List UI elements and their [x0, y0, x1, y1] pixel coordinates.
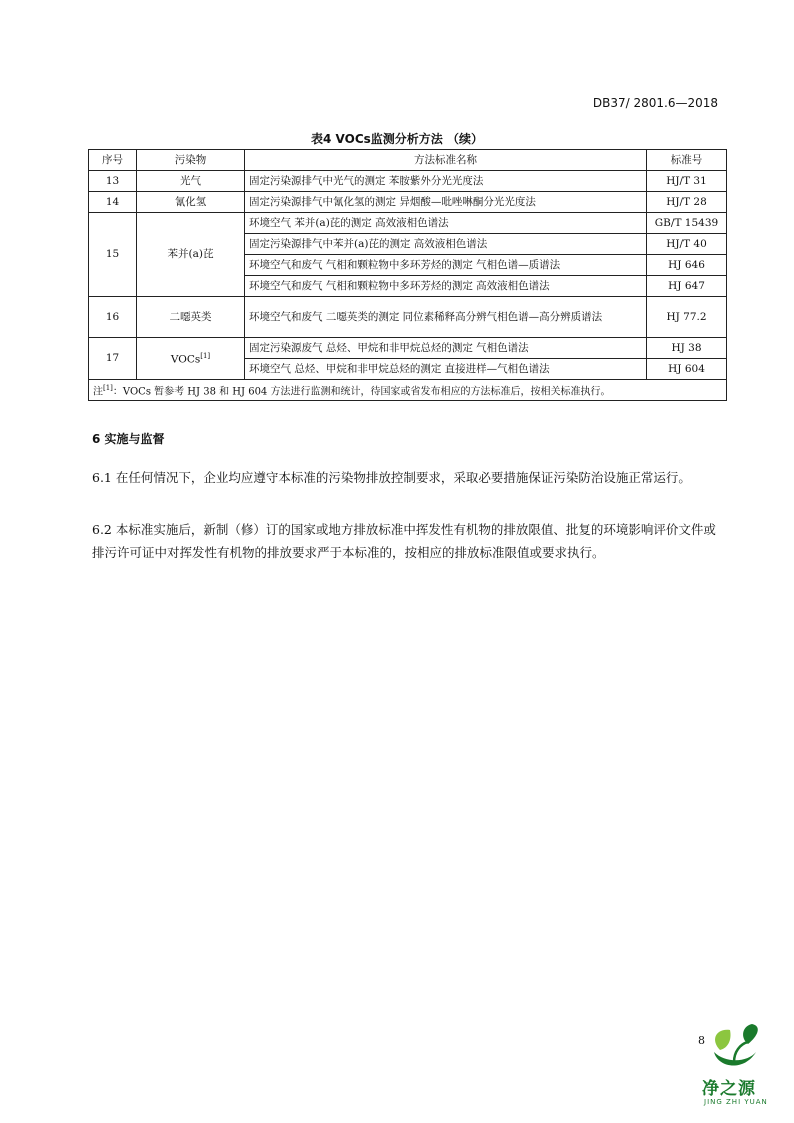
row-method: 环境空气和废气 气相和颗粒物中多环芳烃的测定 高效液相色谱法 [245, 276, 647, 297]
row-method: 固定污染源排气中氰化氢的测定 异烟酸—吡唑啉酮分光光度法 [245, 192, 647, 213]
watermark-logo [700, 1022, 770, 1114]
row-pollutant: 光气 [137, 171, 245, 192]
row-no: 13 [89, 171, 137, 192]
page-number: 8 [698, 1034, 705, 1047]
paragraph-6-2: 6.2 本标准实施后，新制（修）订的国家或地方排放标准中挥发性有机物的排放限值、批复的环境影响评价文件或排污许可证中对挥发性有机物的排放要求严于本标准的，按相应的排放标准限值或要求执行。 [92, 522, 716, 560]
row-pollutant: 二噁英类 [137, 297, 245, 338]
row-no: 16 [89, 297, 137, 338]
row-method: 固定污染源排气中苯并(a)芘的测定 高效液相色谱法 [245, 234, 647, 255]
row-method: 环境空气和废气 二噁英类的测定 同位素稀释高分辨气相色谱—高分辨质谱法 [245, 297, 647, 338]
table-row [89, 171, 727, 192]
row-method: 环境空气 总烃、甲烷和非甲烷总烃的测定 直接进样—气相色谱法 [245, 359, 647, 380]
row-method: 固定污染源废气 总烃、甲烷和非甲烷总烃的测定 气相色谱法 [245, 338, 647, 359]
row-method: 环境空气和废气 气相和颗粒物中多环芳烃的测定 气相色谱—质谱法 [245, 255, 647, 276]
paragraph-6-1: 6.1 在任何情况下，企业均应遵守本标准的污染物排放控制要求，采取必要措施保证污染防治设施正常运行。 [92, 470, 691, 485]
table-row [89, 297, 727, 338]
footnote-ref: [1] [200, 352, 211, 361]
row-code: HJ/T 31 [647, 171, 727, 192]
header-pollutant: 污染物 [137, 150, 245, 171]
row-pollutant: 苯并(a)芘 [137, 213, 245, 297]
header-code: 标准号 [647, 150, 727, 171]
table-note [89, 380, 727, 401]
row-pollutant: VOCs [170, 353, 201, 366]
standard-code: DB37/ 2801.6—2018 [592, 96, 718, 110]
row-code: HJ 646 [647, 255, 727, 276]
table-note-row [89, 380, 727, 401]
header-method: 方法标准名称 [245, 150, 647, 171]
note-sup: [1] [103, 383, 113, 392]
row-code: HJ 647 [647, 276, 727, 297]
row-pollutant-cell [137, 338, 245, 380]
row-code: HJ 604 [647, 359, 727, 380]
row-method: 固定污染源排气中光气的测定 苯胺紫外分光光度法 [245, 171, 647, 192]
sprout-icon [700, 1022, 770, 1074]
row-code: HJ/T 28 [647, 192, 727, 213]
row-code: HJ/T 40 [647, 234, 727, 255]
methods-table [88, 149, 727, 401]
table-row [89, 338, 727, 359]
row-code: HJ 77.2 [647, 297, 727, 338]
table-title: 表4 VOCs监测分析方法 （续） [311, 132, 483, 146]
table-row [89, 192, 727, 213]
note-prefix: 注 [93, 386, 103, 398]
table-row [89, 213, 727, 234]
header-no: 序号 [89, 150, 137, 171]
logo-subtext: JING ZHI YUAN [704, 1098, 768, 1106]
row-no: 14 [89, 192, 137, 213]
row-no: 15 [89, 213, 137, 297]
row-code: HJ 38 [647, 338, 727, 359]
row-code: GB/T 15439 [647, 213, 727, 234]
row-no: 17 [89, 338, 137, 380]
row-method: 环境空气 苯并(a)芘的测定 高效液相色谱法 [245, 213, 647, 234]
logo-text: 净之源 [702, 1079, 756, 1099]
section-title: 6 实施与监督 [92, 432, 165, 446]
table-header-row [89, 150, 727, 171]
row-pollutant: 氰化氢 [137, 192, 245, 213]
note-text: ：VOCs 暂参考 HJ 38 和 HJ 604 方法进行监测和统计，待国家或省发布相应的方法标准后，按相关标准执行。 [112, 386, 611, 398]
